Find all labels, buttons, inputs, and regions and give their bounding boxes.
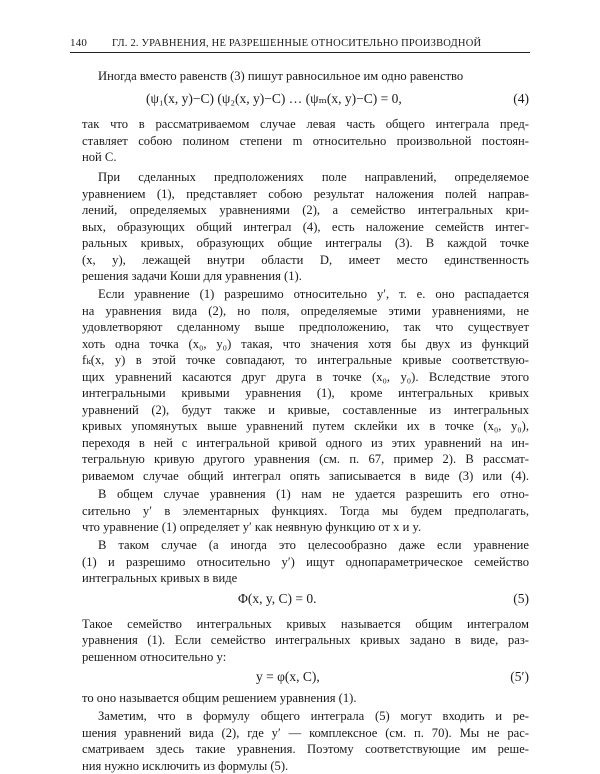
text-line: сительно y′ в элементарных функциях. Тогда мы будем предполагать,	[82, 504, 529, 518]
text-line: уравнением (1), представляет собою результат наложения полей направ-	[82, 187, 529, 201]
text-line: решения задачи Коши для уравнения (1).	[82, 269, 302, 283]
text-line: (1) и разрешимо относительно y′) ищут однопараметрическое семейство	[82, 555, 529, 569]
text-line: тегральную кривую другого уравнения (см. п. 67, пример 2). В рассмат-	[82, 452, 529, 466]
text-line: интегральных кривых в виде	[82, 571, 238, 585]
text-line: так что в рассматриваемом случае левая часть общего интеграла пред-	[82, 117, 529, 131]
page-number: 140	[70, 37, 88, 49]
text-line: В общем случае уравнения (1) нам не удается разрешить его отно-	[98, 487, 529, 501]
text-line: fₖ(x, y) в этой точке совпадают, то интегральные кривые соответствую-	[82, 353, 529, 367]
text-line: интегральными кривыми уравнения (1), кроме интегральных кривых	[82, 386, 529, 400]
text-line: решенном относительно y:	[82, 650, 227, 664]
equation-5-prime: y = φ(x, C),	[256, 669, 320, 684]
text-line: вых, образующих общий интеграл (4), есть наложение семейств интег-	[82, 220, 529, 234]
text-line: Заметим, что в формулу общего интеграла (5) могут входить и ре-	[98, 709, 529, 723]
equation-5-number: (5)	[513, 591, 529, 606]
text-line: кривых упомянутых выше уравнений путем склейки их в точке (x₀, y₀),	[82, 419, 529, 433]
text-line: уравнений (2), будут также и кривые, составленные из интегральных	[82, 403, 529, 417]
text-line: переходя в ней с интегральной кривой одного из этих уравнений на ин-	[82, 436, 529, 450]
text-line: уравнения (1). Если семейство интегральных кривых задано в виде, раз-	[82, 633, 529, 647]
text-line: Иногда вместо равенств (3) пишут равносильное им одно равенство	[98, 69, 464, 83]
text-line: ной C.	[82, 150, 117, 164]
text-line: на уравнения вида (2), но поля, определяемые этими уравнениями, не	[82, 304, 529, 318]
text-line: ставляет собою полином степени m относительно произвольной постоян-	[82, 134, 529, 148]
chapter-title: ГЛ. 2. УРАВНЕНИЯ, НЕ РАЗРЕШЕННЫЕ ОТНОСИТЕЛЬНО ПРОИЗВОДНОЙ	[112, 38, 482, 49]
text-line: ральных кривых, образующих общие интегралы (3). В каждой точке	[82, 236, 529, 250]
text-line: В таком случае (а иногда это целесообразно даже если уравнение	[98, 538, 529, 552]
equation-5: Φ(x, y, C) = 0.	[238, 591, 317, 606]
text-line: то оно называется общим решением уравнения (1).	[82, 691, 357, 705]
text-line: щих уравнений касаются друг друга в точке (x₀, y₀). Вследствие этого	[82, 370, 529, 384]
equation-4: (ψ₁(x, y)−C) (ψ₂(x, y)−C) … (ψₘ(x, y)−C) = 0,	[146, 91, 402, 106]
text-line: что уравнение (1) определяет y′ как неявную функцию от x и y.	[82, 520, 422, 534]
text-line: лений, определяемых уравнениями (2), а семейство интегральных кри-	[82, 203, 529, 217]
text-line: хоть одна точка (x₀, y₀) такая, что значения хотя бы двух из функций	[82, 337, 529, 351]
text-line: Такое семейство интегральных кривых называется общим интегралом	[82, 617, 529, 631]
text-line: Если уравнение (1) разрешимо относительно y′, т. е. оно распадается	[98, 287, 529, 301]
text-line: При сделанных предположениях поле направлений, определяемое	[98, 170, 529, 184]
text-line: ния нужно исключить из формулы (5).	[82, 759, 289, 773]
text-line: сматриваем здесь такие уравнения. Поэтому соответствующие им реше-	[82, 742, 529, 756]
header-rule	[70, 52, 530, 53]
text-line: (x, y), лежащей внутри области D, имеет место единственность	[82, 253, 529, 267]
running-header	[70, 37, 530, 53]
text-line: удовлетворяют сделанному выше предположению, так что существует	[82, 320, 529, 334]
equation-5-prime-number: (5′)	[510, 669, 529, 684]
text-line: шения уравнений вида (2), где y′ — комплексное (см. п. 70). Мы не рас-	[82, 726, 529, 740]
equation-4-number: (4)	[513, 91, 529, 106]
text-line: риваемом случае общий интеграл опять записывается в виде (3) или (4).	[82, 469, 529, 483]
